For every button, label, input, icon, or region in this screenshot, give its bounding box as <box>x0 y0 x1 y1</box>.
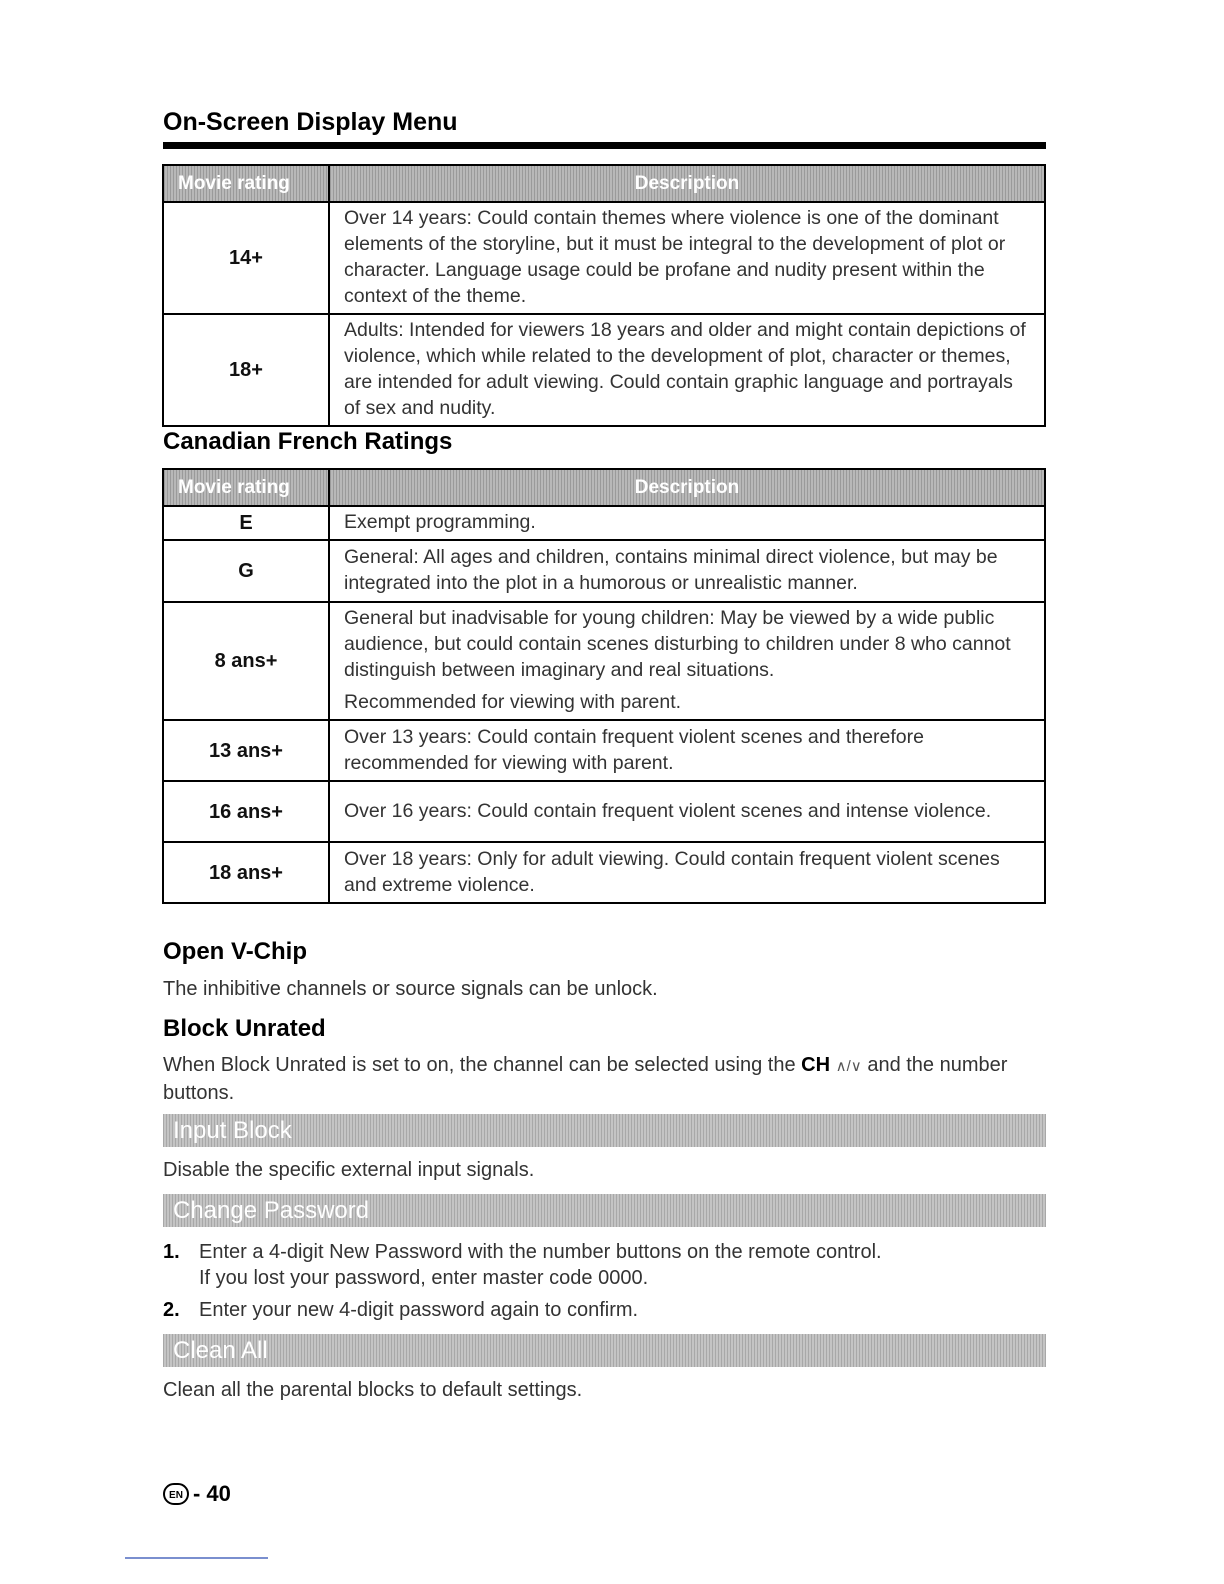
canadian-french-ratings-table <box>162 468 1046 904</box>
block-unrated-text <box>163 1052 1048 1106</box>
description-cell: Over 16 years: Could contain frequent violent scenes and intense violence. <box>329 781 1045 842</box>
table-row <box>163 540 1045 602</box>
rating-cell: 8 ans+ <box>163 602 329 720</box>
open-vchip-title: Open V-Chip <box>163 938 307 965</box>
ch-label: CH <box>801 1054 831 1076</box>
header-movie-rating: Movie rating <box>163 165 329 202</box>
footer-rule <box>125 1557 268 1559</box>
english-ratings-table <box>162 164 1046 427</box>
description-text: General but inadvisable for young children: May be viewed by a wide public audience, but could contain scenes disturbing to children under 8 who cannot distinguish between imaginary and real situations. <box>344 607 1011 681</box>
table-row <box>163 781 1045 842</box>
page-title: On-Screen Display Menu <box>163 108 458 136</box>
table-header-row <box>163 469 1045 506</box>
block-unrated-text-after: and the number buttons. <box>163 1054 1008 1104</box>
header-description: Description <box>329 469 1045 506</box>
rating-cell: 13 ans+ <box>163 720 329 781</box>
description-cell: Exempt programming. <box>329 506 1045 540</box>
header-description: Description <box>329 165 1045 202</box>
clean-all-text: Clean all the parental blocks to default settings. <box>163 1379 583 1401</box>
header-movie-rating: Movie rating <box>163 469 329 506</box>
step-line: Enter a 4-digit New Password with the number buttons on the remote control. <box>199 1241 882 1263</box>
block-unrated-text-before: When Block Unrated is set to on, the channel can be selected using the <box>163 1054 796 1076</box>
clean-all-banner: Clean All <box>163 1334 1046 1367</box>
list-item <box>163 1297 1048 1323</box>
rating-cell: G <box>163 540 329 602</box>
table-header-row <box>163 165 1045 202</box>
language-badge-icon: EN <box>163 1483 189 1505</box>
change-password-banner: Change Password <box>163 1194 1046 1227</box>
page-footer <box>163 1481 231 1507</box>
description-cell: Over 13 years: Could contain frequent violent scenes and therefore recommended for viewing with parent. <box>329 720 1045 781</box>
table-row <box>163 202 1045 314</box>
change-password-steps <box>163 1239 1048 1329</box>
footer-separator: - <box>193 1481 201 1506</box>
table-row <box>163 314 1045 426</box>
list-item <box>163 1239 1048 1291</box>
step-number: 2. <box>163 1299 180 1321</box>
heading-rule <box>163 142 1046 149</box>
table-row <box>163 842 1045 903</box>
description-extra: Recommended for viewing with parent. <box>344 691 682 713</box>
page-number: 40 <box>206 1481 231 1506</box>
step-number: 1. <box>163 1241 180 1263</box>
input-block-banner: Input Block <box>163 1114 1046 1147</box>
rating-cell: 16 ans+ <box>163 781 329 842</box>
table-row <box>163 506 1045 540</box>
description-cell: Adults: Intended for viewers 18 years and older and might contain depictions of violence, which while related to the development of plot, character or themes, are intended for adult viewing. Could contain graphic language and portrayals of sex and nudity. <box>329 314 1045 426</box>
canadian-french-title: Canadian French Ratings <box>163 428 453 455</box>
rating-cell: 14+ <box>163 202 329 314</box>
step-line: If you lost your password, enter master code 0000. <box>199 1267 649 1289</box>
description-cell: General: All ages and children, contains minimal direct violence, but may be integrated into the plot in a humorous or unrealistic manner. <box>329 540 1045 602</box>
rating-cell: E <box>163 506 329 540</box>
description-cell: Over 14 years: Could contain themes where violence is one of the dominant elements of the storyline, but it must be integral to the development of plot or character. Language usage could be profane and nudity present within the context of the theme. <box>329 202 1045 314</box>
table-row <box>163 720 1045 781</box>
up-down-arrows-icon: ∧/∨ <box>835 1058 862 1075</box>
input-block-text: Disable the specific external input signals. <box>163 1159 535 1181</box>
description-cell: Over 18 years: Only for adult viewing. Could contain frequent violent scenes and extreme violence. <box>329 842 1045 903</box>
step-line: Enter your new 4-digit password again to confirm. <box>199 1299 639 1321</box>
open-vchip-text: The inhibitive channels or source signals can be unlock. <box>163 978 658 1000</box>
rating-cell: 18+ <box>163 314 329 426</box>
rating-cell: 18 ans+ <box>163 842 329 903</box>
description-cell <box>329 602 1045 720</box>
block-unrated-title: Block Unrated <box>163 1015 326 1042</box>
table-row <box>163 602 1045 720</box>
